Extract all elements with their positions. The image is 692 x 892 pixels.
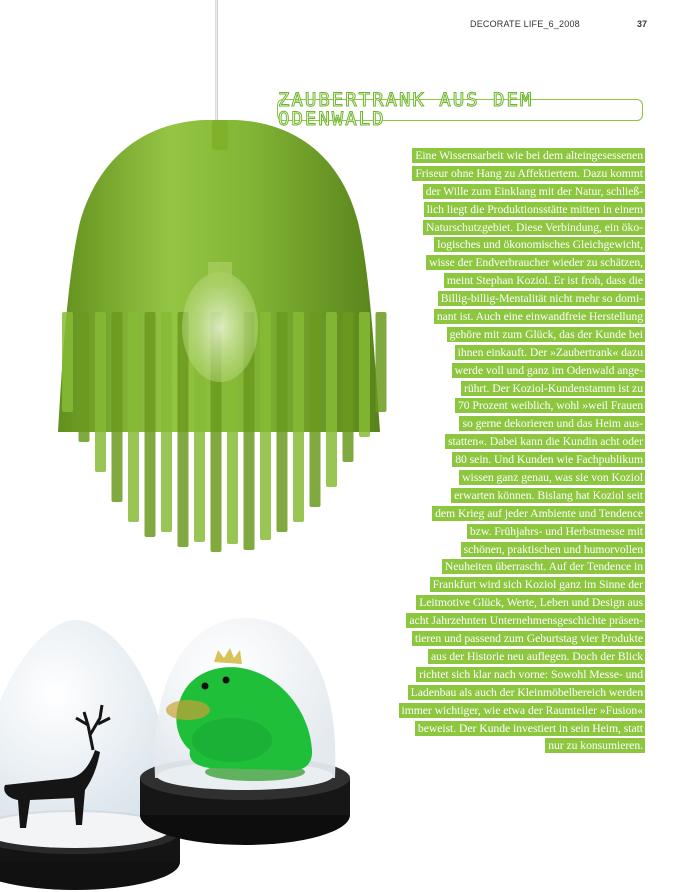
article-line-text: Leitmotive Glück, Werte, Leben und Design aus: [416, 595, 645, 610]
article-line: [355, 396, 645, 414]
article-title: ZAUBERTRANK AUS DEM ODENWALD: [278, 89, 534, 130]
article-line: [355, 200, 645, 218]
article-line: [355, 325, 645, 343]
article-line: [355, 701, 645, 719]
article-line-text: Frankfurt wird sich Koziol ganz im Sinne der: [430, 577, 645, 592]
article-line: [355, 289, 645, 307]
magazine-header: DECORATE LIFE_6_2008: [470, 19, 580, 29]
article-line: [355, 146, 645, 164]
article-line: [355, 361, 645, 379]
article-line-text: schönen, praktischen und humorvollen: [461, 542, 645, 557]
article-line-text: rührt. Der Koziol-Kundenstamm ist zu: [461, 381, 645, 396]
green-pendant-lamp-image: [40, 112, 400, 562]
article-line: [355, 253, 645, 271]
article-line-text: richtet sich klar nach vorne: Sowohl Messe- und: [416, 667, 645, 682]
article-line: [355, 468, 645, 486]
article-line-text: Friseur ohne Hang zu Affektiertem. Dazu kommt: [412, 166, 645, 181]
article-line-text: Ladenbau als auch der Kleinmöbelbereich werden: [408, 685, 645, 700]
article-line-text: beweist. Der Kunde investiert in sein Heim, statt: [415, 721, 645, 736]
article-line-text: statten«. Dabei kann die Kundin acht oder: [445, 434, 645, 449]
article-line-text: logisches und ökonomisches Gleichgewicht,: [434, 237, 645, 252]
article-line: [355, 540, 645, 558]
article-line: [355, 414, 645, 432]
article-line: [355, 611, 645, 629]
article-line: [355, 736, 645, 754]
article-line-text: so gerne dekorieren und das Heim aus-: [459, 416, 645, 431]
article-line-text: 80 sein. Und Kunden wie Fachpublikum: [452, 452, 645, 467]
article-line: [355, 665, 645, 683]
article-line: [355, 683, 645, 701]
article-line: [355, 647, 645, 665]
article-line: [355, 379, 645, 397]
article-line: [355, 575, 645, 593]
article-line: [355, 486, 645, 504]
article-line: [355, 343, 645, 361]
article-line: [355, 235, 645, 253]
article-line-text: erwarten können. Bislang hat Koziol seit: [451, 488, 645, 503]
lamp-cord: [215, 0, 218, 120]
article-line-text: ihnen einkauft. Der »Zaubertrank« dazu: [455, 345, 645, 360]
article-line-text: wisse der Endverbraucher wieder zu schätzen,: [426, 255, 645, 270]
article-line: [355, 164, 645, 182]
article-line-text: meint Stephan Koziol. Er ist froh, dass die: [444, 273, 645, 288]
article-line-text: nant ist. Auch eine einwandfreie Herstellung: [434, 309, 645, 324]
article-line: [355, 629, 645, 647]
article-title-box: [277, 89, 643, 130]
article-line: [355, 307, 645, 325]
article-line-text: bzw. Frühjahrs- und Herbstmesse mit: [467, 524, 645, 539]
article-line-text: gehöre mit zum Glück, das der Kunde bei: [447, 327, 645, 342]
article-line: [355, 719, 645, 737]
article-line: [355, 450, 645, 468]
article-line: [355, 522, 645, 540]
snow-globes-image: [0, 600, 370, 892]
article-line-text: tieren und passend zum Geburtstag vier Produkte: [412, 631, 645, 646]
article-line: [355, 182, 645, 200]
article-line-text: Eine Wissensarbeit wie bei dem alteingesessenen: [412, 148, 645, 163]
article-line-text: Billig-billig-Mentalität nicht mehr so domi-: [438, 291, 645, 306]
article-line: [355, 271, 645, 289]
article-line: [355, 593, 645, 611]
article-line-text: wissen ganz genau, was sie von Koziol: [459, 470, 645, 485]
article-line-text: dem Krieg auf jeder Ambiente und Tendence: [432, 506, 645, 521]
article-body: [355, 146, 645, 754]
page-number: 37: [637, 19, 648, 29]
article-line: [355, 218, 645, 236]
article-line: [355, 432, 645, 450]
article-line-text: acht Jahrzehnten Unternehmensgeschichte präsen-: [406, 613, 645, 628]
article-line-text: immer wichtiger, wie etwa der Raumteiler »Fusion«: [399, 703, 645, 718]
article-line-text: lich liegt die Produktionsstätte mitten in einem: [424, 202, 645, 217]
article-line: [355, 504, 645, 522]
article-line-text: der Wille zum Einklang mit der Natur, schließ-: [423, 184, 645, 199]
article-line-text: 70 Prozent weiblich, wohl »weil Frauen: [455, 398, 645, 413]
article-line: [355, 557, 645, 575]
article-line-text: nur zu konsumieren.: [545, 738, 645, 753]
article-line-text: Neuheiten überrascht. Auf der Tendence in: [442, 559, 645, 574]
article-line-text: aus der Historie neu auflegen. Doch der Blick: [428, 649, 645, 664]
article-line-text: werde voll und ganz im Odenwald ange-: [452, 363, 645, 378]
article-line-text: Naturschutzgebiet. Diese Verbindung, ein öko-: [423, 220, 645, 235]
